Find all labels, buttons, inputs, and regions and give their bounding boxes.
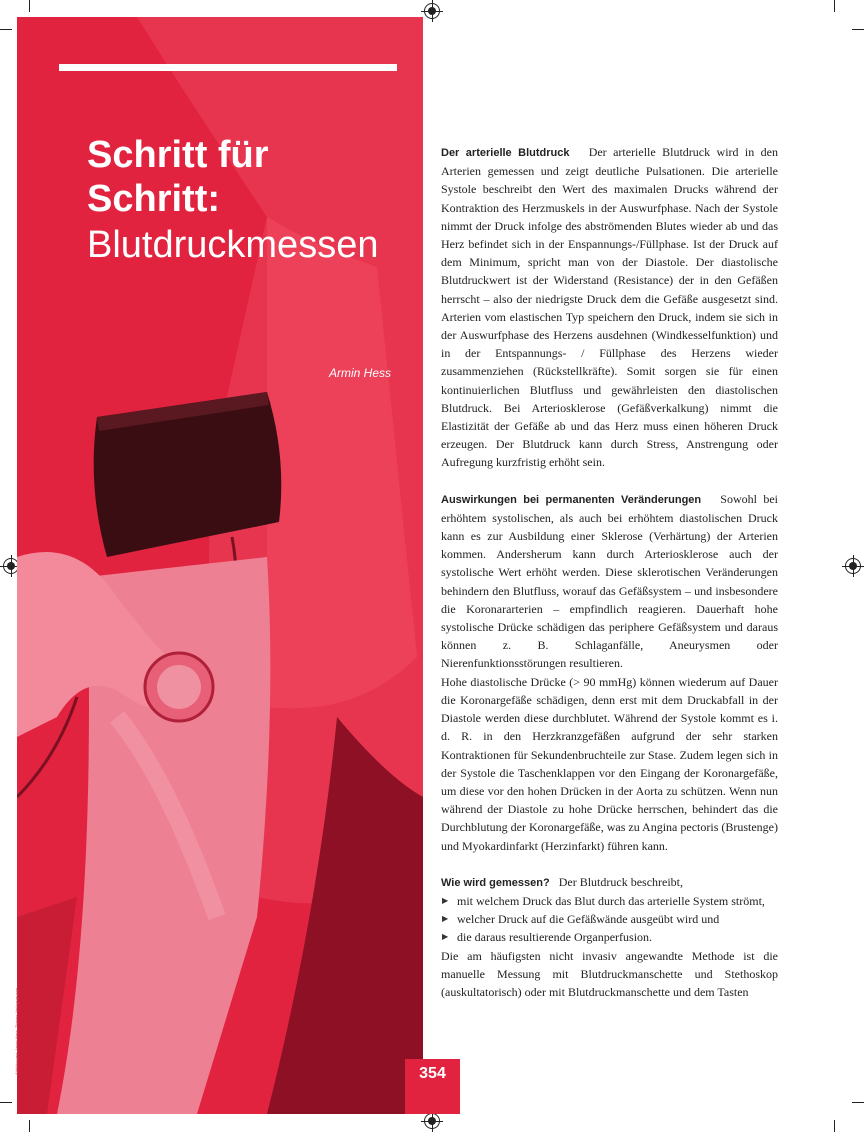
paragraph-text: Der Blutdruck beschreibt, [558, 874, 684, 889]
crop-mark [0, 29, 12, 30]
title-rule [59, 64, 397, 71]
paragraph [441, 873, 778, 892]
list-item: ▶ die daraus resultierende Organperfusion. [441, 928, 778, 946]
photo-credit: Abbildungen: Armin Hess, Thieme Verlagsgruppe [14, 987, 19, 1075]
title-line: Schritt für [87, 134, 269, 176]
section-heading: Auswirkungen bei permanenten Veränderungen [441, 493, 702, 506]
paragraph [441, 143, 778, 472]
crop-mark [852, 1102, 864, 1103]
author-byline: Armin Hess [328, 366, 391, 380]
registration-mark [424, 1113, 440, 1129]
paragraph: Hohe diastolische Drücke (> 90 mmHg) können wiederum auf Dauer die Koronargefäße schädigen, denn erst mit dem Druckabfall in der Diastole werden diese durchblutet. Während der Systole kommt es i. d. R. in den Herzkranzgefäßen aufgrund der sehr starken Kontraktionen für Sekundenbruchteile zur Stase. Zudem legen sich in der Systole die Taschenklappen vor den Eingang der Koronargefäße, um diese vor den hohen Drücken in der Aorta zu schützen. Wenn nun während der Diastole zu hohe Drücke herrschen, behindert das die Durchblutung der Koronargefäße, was zu Angina pectoris (Brustenge) und Myokardinfarkt (Herzinfarkt) führen kann. [441, 674, 779, 853]
page-number: 354 [405, 1059, 460, 1114]
crop-mark [0, 1102, 12, 1103]
list-item: ▶ mit welchem Druck das Blut durch das arterielle System strömt, [441, 892, 778, 910]
registration-mark [845, 558, 861, 574]
paragraph [441, 490, 778, 673]
page-title [87, 133, 417, 269]
hero-photo-panel [17, 17, 423, 1114]
paragraph: Die am häufigsten nicht invasiv angewandte Methode ist die manuelle Messung mit Blutdruckmanschette und Stethoskop (auskultatorisch) oder mit Blutdruckmanschette und dem Tasten [441, 948, 778, 999]
title-subtitle: Blutdruckmessen [87, 224, 379, 266]
title-line: Schritt: [87, 178, 220, 220]
crop-mark [29, 1120, 30, 1132]
paragraph-text: Sowohl bei erhöhtem systolischen, als auch bei erhöhtem diastolischen Druck kann es zur Ausbildung einer Sklerose (Verhärtung) der Arterien kommen. Andersherum kann durch Arteriosklerose auch der systolische Wert erhöht werden. Diese sklerotischen Veränderungen behindern den Blutfluss, worauf das Gefäßsystem – und insbesondere die Koronararterien – empfindlich reagieren. Dauerhaft hohe systolische Drücke schädigen das periphere Gefäßsystem und daraus können z. B. Schlaganfälle, Aneurysmen oder Nierenfunktionsstörungen resultieren. [441, 491, 778, 671]
article-body [441, 143, 778, 1001]
crop-mark [29, 0, 30, 12]
paragraph-text: Der arterielle Blutdruck wird in den Arterien gemessen und zeigt deutliche Pulsationen. Die arterielle Systole beschreibt den Wert des maximalen Drucks während der Kontraktion des Herzmuskels in der Auswurfphase. Nach der Systole nimmt der Druck infolge des abströmenden Blutes wieder ab und das Herz befindet sich in der Enspannungs-/Füllphase. Ist der Druck auf dem Minimum, spricht man von der Diastole. Der diastolische Blutdruckwert ist der Widerstand (Resistance) der in den Gefäßen herrscht – also der niedrigste Druck dem die Gefäße ausgesetzt sind. Arterien vom elastischen Typ speichern den Druck, indem sie sich in der Auswurfphase des Herzens ausdehnen (Windkesselfunktion) und in der Entspannungs- / Füllphase des Herzens wieder zusammenziehen (Rückstellkräfte). Somit sorgen sie für einen kontinuierlichen Blutfluss und gewährleisten den diastolischen Blutdruck. Bei Arteriosklerose (Gefäßverkalkung) nimmt die Elastizität der Gefäße ab und das Herz muss einen höheren Druck erzeugen. Der Blutdruck kann durch Stress, Anstrengung oder Aufregung kurzfristig erhöht sein. [441, 145, 778, 470]
crop-mark [852, 29, 864, 30]
bullet-list [441, 892, 778, 947]
crop-mark [834, 1120, 835, 1132]
registration-mark [424, 3, 440, 19]
section-heading: Der arterielle Blutdruck [441, 147, 570, 159]
crop-mark [834, 0, 835, 12]
list-item: ▶ welcher Druck auf die Gefäßwände ausgeübt wird und [441, 910, 778, 928]
section-heading: Wie wird gemessen? [441, 876, 550, 889]
